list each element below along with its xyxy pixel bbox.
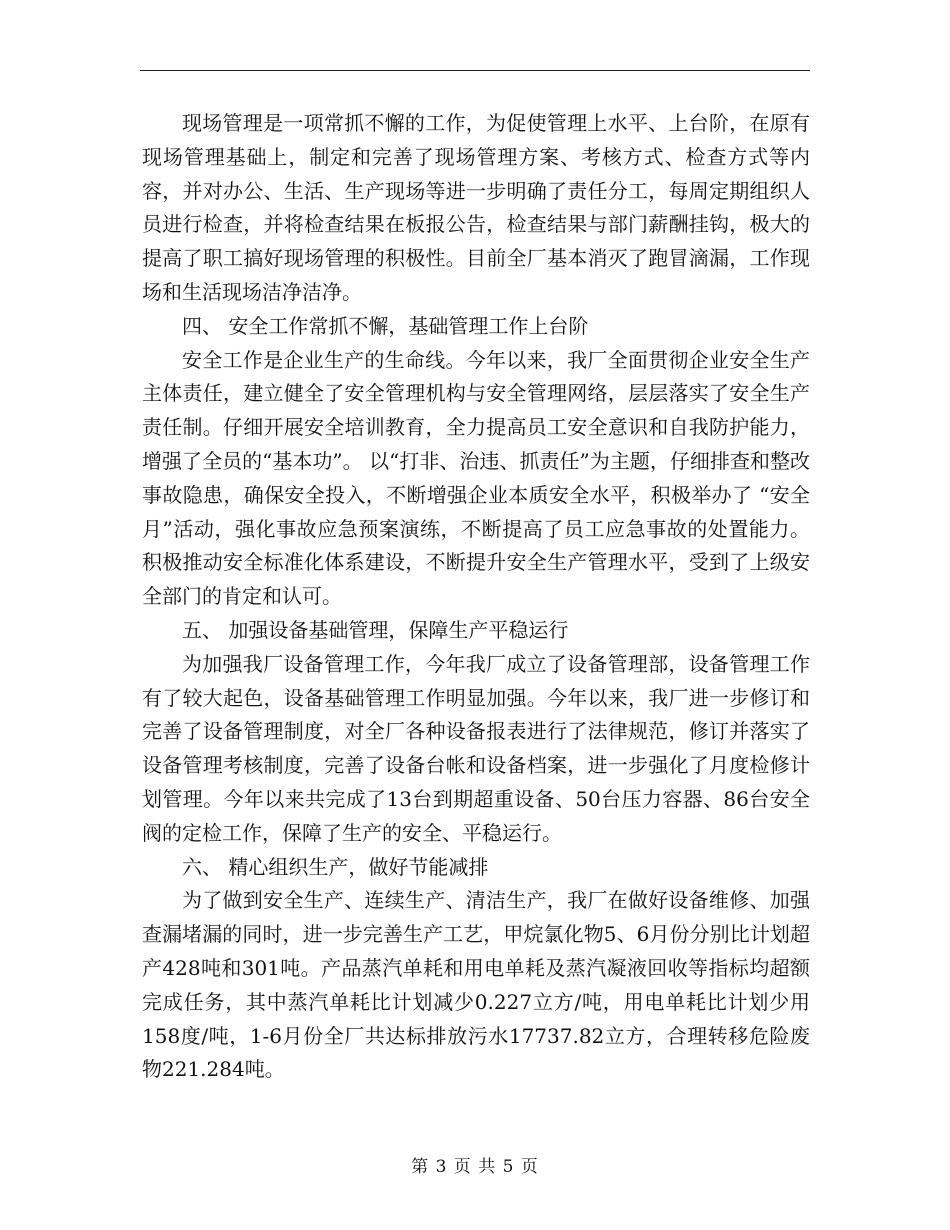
paragraph-safety: 安全工作是企业生产的生命线。今年以来，我厂全面贯彻企业安全生产主体责任，建立健全了安全管理机构与安全管理网络，层层落实了安全生产责任制。仔细开展安全培训教育，全力提高员工安全意识和自我防护能力，增强了全员的“基本功”。 以“打非、治违、抓责任”为主题，仔细排查和整改事故隐患，确保安全投入，不断增强企业本质安全水平，积极举办了 “安全月”活动，强化事故应急预案演练，不断提高了员工应急事故的处置能力。积极推动安全标准化体系建设，不断提升安全生产管理水平，受到了上级安全部门的肯定和认可。 xyxy=(142,347,810,609)
paragraph-production: 为了做到安全生产、连续生产、清洁生产，我厂在做好设备维修、加强查漏堵漏的同时，进一步完善生产工艺，甲烷氯化物5、6月份分别比计划超产428吨和301吨。产品蒸汽单耗和用电单耗及蒸汽凝液回收等指标均超额完成任务，其中蒸汽单耗比计划减少0.227立方/吨，用电单耗比计划少用158度/吨，1-6月份全厂共达标排放污水17737.82立方，合理转移危险废物221.284吨。 xyxy=(142,888,810,1082)
document-body xyxy=(142,107,810,1087)
section-heading-production: 六、 精心组织生产，做好节能减排 xyxy=(182,854,489,879)
paragraph-site-management: 现场管理是一项常抓不懈的工作，为促使管理上水平、上台阶，在原有现场管理基础上，制定和完善了现场管理方案、考核方式、检查方式等内容，并对办公、生活、生产现场等进一步明确了责任分工，每周定期组织人员进行检查，并将检查结果在板报公告，检查结果与部门薪酬挂钩，极大的提高了职工搞好现场管理的积极性。目前全厂基本消灭了跑冒滴漏，工作现场和生活现场洁净洁净。 xyxy=(142,111,810,304)
header-rule xyxy=(140,70,810,71)
section-heading-equipment: 五、 加强设备基础管理，保障生产平稳运行 xyxy=(182,617,569,642)
section-heading-safety: 四、 安全工作常抓不懈，基础管理工作上台阶 xyxy=(182,313,589,338)
paragraph-equipment: 为加强我厂设备管理工作，今年我厂成立了设备管理部，设备管理工作有了较大起色，设备基础管理工作明显加强。今年以来，我厂进一步修订和完善了设备管理制度，对全厂各种设备报表进行了法律规范，修订并落实了设备管理考核制度，完善了设备台帐和设备档案，进一步强化了月度检修计划管理。今年以来共完成了13台到期超重设备、50台压力容器、86台安全阀的定检工作，保障了生产的安全、平稳运行。 xyxy=(142,651,810,845)
page-number: 第 3 页 共 5 页 xyxy=(411,1157,539,1177)
